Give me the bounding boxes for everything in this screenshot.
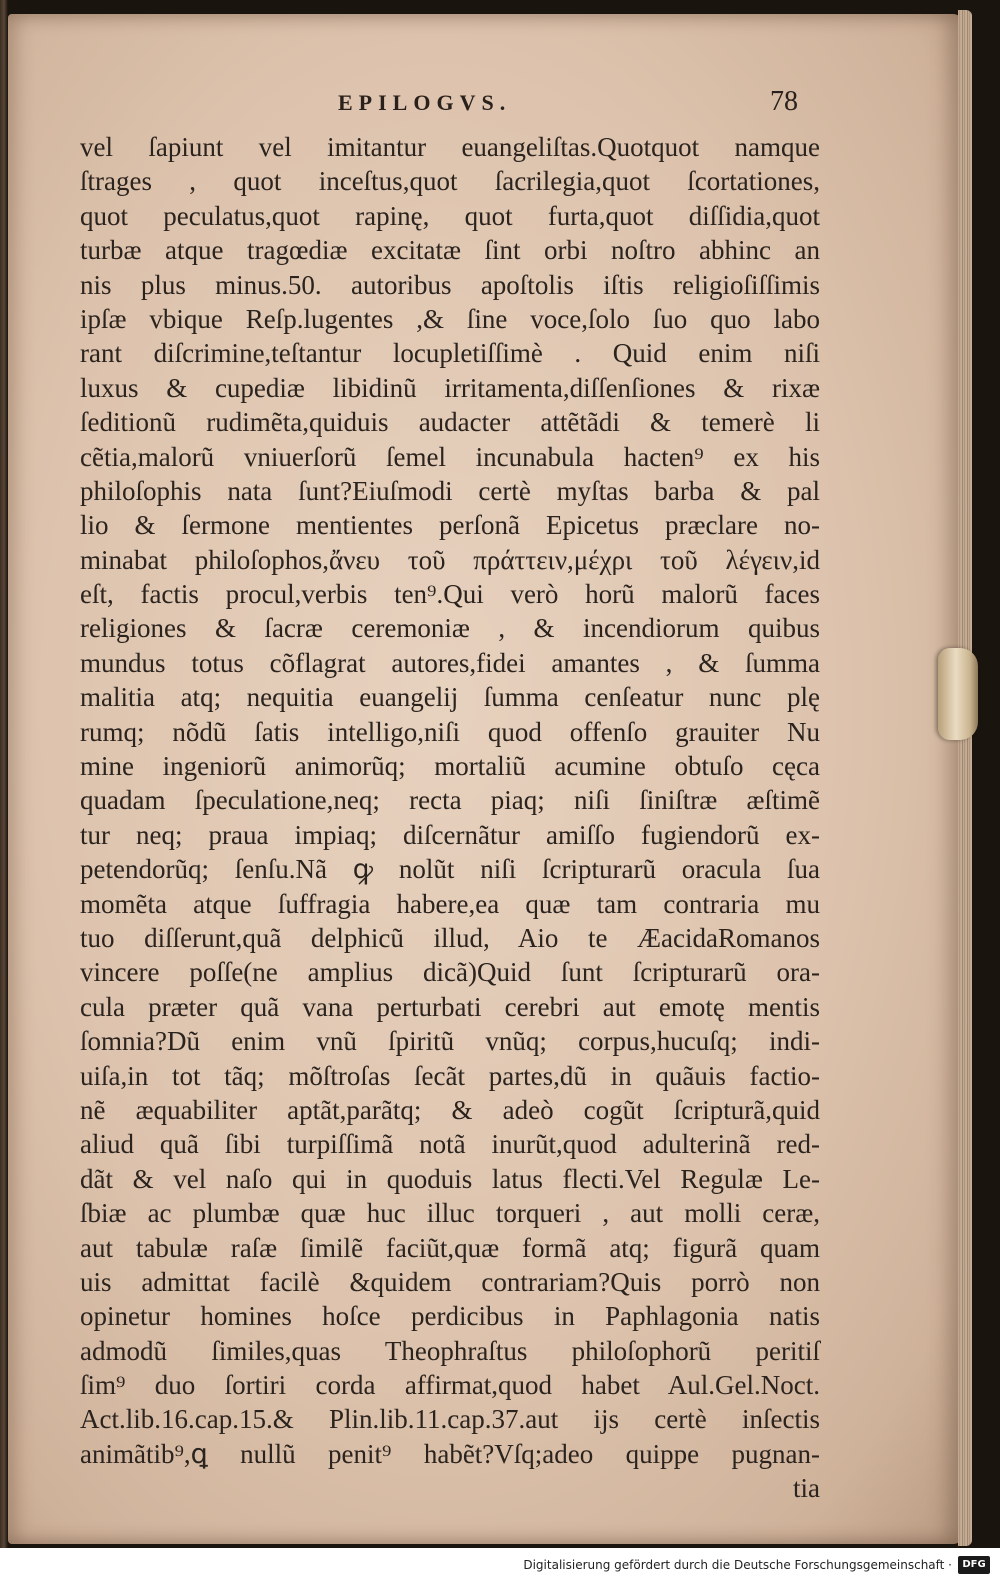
text-line: turbæ atque tragœdiæ excitatæ ſint orbi noſtro abhinc an	[80, 235, 820, 266]
text-line: opinetur homines hoſce perdicibus in Paphlagonia natis	[80, 1301, 820, 1332]
text-line: cẽtia,malorũ vniuerſorũ ſemel incunabula hacten⁹ ex his	[80, 441, 820, 472]
text-line: malitia atq; nequitia euangelij ſumma cenſeatur nunc plę	[80, 682, 820, 713]
book-page	[8, 14, 963, 1544]
text-line: philoſophis nata ſunt?Eiuſmodi certè myſtas barba & pal	[80, 475, 820, 506]
page-fore-edge	[958, 10, 972, 1546]
text-line: petendorũq; ſenſu.Nã ꝙ nolũt niſi ſcripturarũ oracula ſua	[80, 854, 820, 885]
text-line: religiones & ſacræ ceremoniæ , & incendiorum quibus	[80, 613, 820, 644]
text-line: rant diſcrimine,teſtantur locupletiſſimè . Quid enim niſi	[80, 338, 820, 369]
text-line: nis plus minus.50. autoribus apoſtolis iſtis religioſiſſimis	[80, 269, 820, 300]
catchword: tia	[793, 1473, 820, 1504]
text-line: vincere poſſe(ne amplius dicã)Quid ſunt ſcripturarũ ora-	[80, 957, 820, 988]
text-line: eſt, factis procul,verbis ten⁹.Qui verò horũ malorũ faces	[80, 579, 820, 610]
text-line: rumq; nõdũ ſatis intelligo,niſi quod offenſo grauiter Nu	[80, 716, 820, 747]
book-clasp	[938, 648, 978, 740]
text-line: vel ſapiunt vel imitantur euangeliſtas.Quotquot namque	[80, 132, 820, 162]
footer-bar	[0, 1548, 1000, 1584]
running-title: EPILOGVS.	[338, 90, 512, 115]
text-line: uis admittat facilè &quidem contrariam?Quis porrò non	[80, 1266, 820, 1297]
text-line: ſtrages , quot inceſtus,quot ſacrilegia,quot ſcortationes,	[80, 166, 820, 197]
text-line: ſomnia?Dũ enim vnũ ſpiritũ vnũq; corpus,hucuſq; indi-	[80, 1026, 820, 1057]
text-line: ſeditionũ rudimẽta,quiduis audacter attẽtãdi & temerè li	[80, 407, 820, 438]
text-line: tuo diſſerunt,quã delphicũ illud, Aio te ÆacidaRomanos	[80, 922, 820, 953]
text-line: ipſæ vbique Reſp.lugentes ,& ſine voce,ſolo ſuo quo labo	[80, 303, 820, 334]
text-line: mundus totus cõflagrat autores,fidei amantes , & ſumma	[80, 647, 820, 678]
text-line: dãt & vel naſo qui in quoduis latus flecti.Vel Regulæ Le-	[80, 1163, 820, 1194]
text-line: tur neq; praua impiaq; diſcernãtur amiſſo fugiendorũ ex-	[80, 819, 820, 850]
text-line: quadam ſpeculatione,neq; recta piaq; niſi ſiniſtræ æſtimẽ	[80, 785, 820, 816]
text-line: animãtib⁹,ꝗ nullũ penit⁹ habẽt?Vſq;adeo quippe pugnan-	[80, 1438, 820, 1469]
dfg-logo-icon: DFG	[958, 1556, 990, 1574]
text-line: aliud quã ſibi turpiſſimã notã inurũt,quod adulterinã red-	[80, 1129, 820, 1160]
text-line: ſim⁹ duo ſortiri corda affirmat,quod habet Aul.Gel.Noct.	[80, 1370, 820, 1401]
body-text	[80, 130, 820, 1506]
text-line: minabat philoſophos,ἄνευ τοῦ πράττειν,μέχρι τοῦ λέγειν,id	[80, 544, 820, 575]
text-line: ſbiæ ac plumbæ quæ huc illuc torqueri , aut molli ceræ,	[80, 1198, 820, 1229]
text-line: cula præter quã vana perturbati cerebri aut emotę mentis	[80, 991, 820, 1022]
page-number: 78	[770, 86, 798, 117]
text-line: Act.lib.16.cap.15.& Plin.lib.11.cap.37.aut ijs certè inſectis	[80, 1404, 820, 1435]
text-line: admodũ ſimiles,quas Theophraſtus philoſophorũ peritiſ	[80, 1335, 820, 1366]
funding-credit: Digitalisierung gefördert durch die Deutsche Forschungsgemeinschaft ·	[523, 1558, 952, 1572]
text-line: momẽta atque ſuffragia habere,ea quæ tam contraria mu	[80, 888, 820, 919]
text-line: uiſa,in tot tãq; mõſtroſas ſecãt partes,dũ in quãuis factio-	[80, 1060, 820, 1091]
text-line: nẽ æquabiliter aptãt,parãtq; & adeò cogũt ſcripturã,quid	[80, 1094, 820, 1125]
page-header	[8, 86, 963, 122]
text-line: lio & ſermone mentientes perſonã Epicetus præclare no-	[80, 510, 820, 541]
text-line: quot peculatus,quot rapinę, quot furta,quot diſſidia,quot	[80, 200, 820, 231]
text-line: mine ingeniorũ animorũq; mortaliũ acumine obtuſo cęca	[80, 751, 820, 782]
text-line: aut tabulæ raſæ ſimilẽ faciũt,quæ formã atq; figurã quam	[80, 1232, 820, 1263]
text-line: luxus & cupediæ libidinũ irritamenta,diſſenſiones & rixæ	[80, 372, 820, 403]
